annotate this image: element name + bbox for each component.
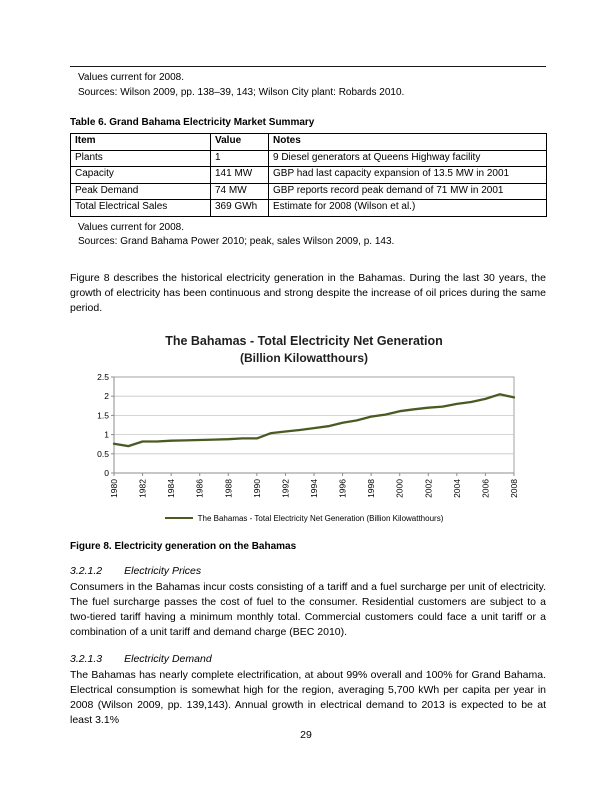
table-cell: GBP reports record peak demand of 71 MW in 2001 [269, 183, 547, 200]
svg-text:2006: 2006 [480, 478, 491, 498]
table6-notes [70, 221, 546, 250]
table-row [71, 150, 547, 167]
svg-text:1: 1 [104, 429, 109, 440]
page-content [70, 66, 546, 728]
section-3-2-1-2-heading [70, 565, 546, 577]
svg-text:1998: 1998 [366, 478, 377, 498]
svg-text:1990: 1990 [251, 478, 262, 498]
electricity-demand-paragraph: The Bahamas has nearly complete electrification, at about 99% overall and 100% for Grand Bahama. Electrical consumption is somewhat high for the region, averaging 5,700 kWh per capita per year in 2008 (Wilson 2009, pp. 139,143). Annual growth in electrical demand to 2013 is expected to be at least 3.1% [70, 668, 546, 726]
svg-text:0: 0 [104, 467, 109, 478]
table6-header-item: Item [71, 134, 211, 151]
section-3-2-1-3-heading [70, 653, 546, 665]
table6-sources-note: Sources: Grand Bahama Power 2010; peak, sales Wilson 2009, p. 143. [78, 236, 395, 247]
table6-caption: Table 6. Grand Bahama Electricity Market Summary [70, 117, 315, 128]
table-cell: 74 MW [211, 183, 269, 200]
svg-text:1996: 1996 [337, 478, 348, 498]
table6-header-value: Value [211, 134, 269, 151]
electricity-prices-paragraph: Consumers in the Bahamas incur costs consisting of a tariff and a fuel surcharge per unit of electricity. The fuel surcharge passes the cost of fuel to the consumer. Residential customers are subject to a two-tiered tariff having a minimum monthly total. Commercial customers could face a unit tariff or a combination of a unit tariff and demand charge (BEC 2010). [70, 580, 546, 638]
svg-text:2.5: 2.5 [97, 371, 109, 382]
table6 [70, 133, 547, 217]
table-cell: Plants [71, 150, 211, 167]
svg-text:2000: 2000 [394, 478, 405, 498]
figure8-intro-paragraph: Figure 8 describes the historical electricity generation in the Bahamas. During the last 30 years, the growth of electricity has been continuous and strong despite the increase of oil prices during the same period. [70, 271, 546, 314]
table-bottom-rule [70, 66, 546, 67]
table6-header-row [71, 134, 547, 151]
svg-text:2002: 2002 [423, 478, 434, 498]
generation-line-chart [86, 370, 522, 510]
chart-subtitle: (Billion Kilowatthours) [240, 350, 368, 365]
table-cell: GBP had last capacity expansion of 13.5 MW in 2001 [269, 167, 547, 184]
table-row [71, 183, 547, 200]
svg-text:1984: 1984 [166, 478, 177, 498]
figure8-caption: Figure 8. Electricity generation on the Bahamas [70, 540, 297, 552]
svg-text:1982: 1982 [137, 478, 148, 498]
svg-text:1988: 1988 [223, 478, 234, 498]
svg-text:1.5: 1.5 [97, 409, 109, 420]
table-cell: 1 [211, 150, 269, 167]
table-cell: Estimate for 2008 (Wilson et al.) [269, 200, 547, 217]
chart-title: The Bahamas - Total Electricity Net Generation [165, 333, 443, 348]
legend-line-icon [165, 517, 193, 519]
table-row [71, 167, 547, 184]
prev-table-sources-note: Sources: Wilson 2009, pp. 138–39, 143; Wilson City plant: Robards 2010. [78, 86, 405, 98]
svg-text:1986: 1986 [194, 478, 205, 498]
svg-text:2: 2 [104, 390, 109, 401]
svg-text:0.5: 0.5 [97, 448, 109, 459]
chart-legend [86, 514, 522, 523]
section-number: 3.2.1.2 [70, 564, 103, 577]
svg-text:1992: 1992 [280, 478, 291, 498]
figure8-chart [86, 333, 522, 523]
svg-text:1994: 1994 [309, 478, 319, 498]
table-cell: 141 MW [211, 167, 269, 184]
table-row [71, 200, 547, 217]
table6-values-note: Values current for 2008. [78, 221, 184, 233]
table-cell: 9 Diesel generators at Queens Highway facility [269, 150, 547, 167]
section-title: Electricity Demand [124, 652, 212, 665]
svg-text:2004: 2004 [451, 478, 462, 498]
page-number: 29 [300, 729, 312, 741]
section-title: Electricity Prices [124, 564, 202, 577]
svg-text:2008: 2008 [509, 478, 519, 498]
prev-table-values-note: Values current for 2008. [78, 72, 184, 83]
section-number: 3.2.1.3 [70, 652, 103, 665]
table-cell: 369 GWh [211, 200, 269, 217]
table-cell: Total Electrical Sales [71, 200, 211, 217]
legend-label: The Bahamas - Total Electricity Net Generation (Billion Kilowatthours) [197, 513, 444, 523]
table-cell: Peak Demand [71, 183, 211, 200]
svg-text:1980: 1980 [109, 478, 119, 498]
table-cell: Capacity [71, 167, 211, 184]
table6-header-notes: Notes [269, 134, 547, 151]
